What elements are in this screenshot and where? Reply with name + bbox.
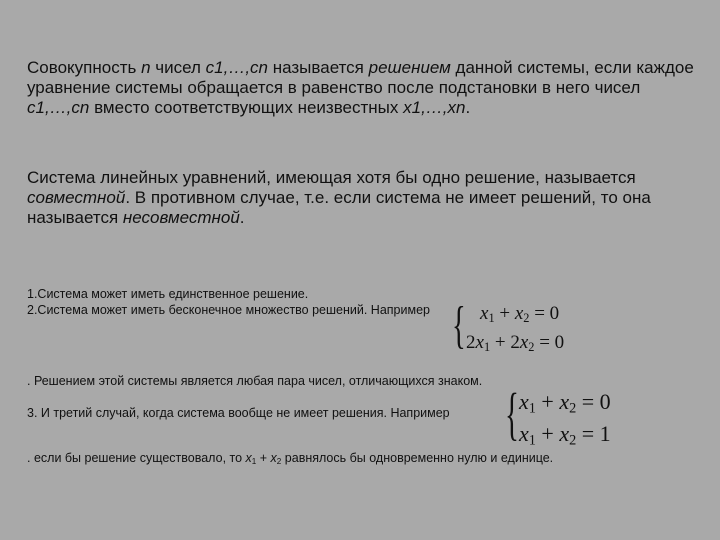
definition-solution-paragraph: Совокупность n чисел с1,…,сn называется решением данной системы, если каждое уравнение системы обращается в равенство после подстановки в него чисел с1,…,сn вместо соответствующих неизвестных x1,…,xn. (27, 58, 694, 117)
system-1-brace: { (452, 297, 466, 354)
term-solution: решением (368, 58, 451, 77)
equation-system-1 (452, 297, 592, 360)
numbers-c-2: с1,…,сn (27, 98, 90, 117)
conclusion-text: . если бы решение существовало, то $x_1 + x_2$ равнялось бы одновременно нулю и единице. (27, 451, 554, 467)
solution-text: . Решением этой системы является любая пара чисел, отличающихся знаком. (27, 374, 483, 388)
system-1-equation-2: $2x_1 + 2x_2 = 0$ (466, 332, 565, 355)
numbers-c: с1,…,сn (205, 58, 269, 77)
system-2-equation-1: $x_1 + x_2 = 0$ (519, 389, 611, 417)
unknowns-x: x1,…,xn (403, 98, 466, 117)
definition-consistency-paragraph: Система линейных уравнений, имеющая хотя бы одно решение, называется совместной. В противном случае, т.е. если система не имеет решений, то она называется несовместной. (27, 168, 651, 227)
system-2-brace: { (505, 381, 519, 446)
var-n: n (141, 58, 151, 77)
term-consistent: совместной (27, 188, 126, 207)
term-inconsistent: несовместной (122, 208, 240, 227)
list-item-infinite: 2.Система может иметь бесконечное множество решений. Например (27, 303, 430, 317)
equation-system-2 (505, 381, 645, 451)
system-2-equation-2: $x_1 + x_2 = 1$ (519, 421, 611, 449)
list-item-unique: 1.Система может иметь единственное решение. (27, 287, 309, 301)
system-1-equation-1: $x_1 + x_2 = 0$ (480, 303, 560, 326)
case-3-text: 3. И третий случай, когда система вообще не имеет решения. Например (27, 406, 450, 420)
